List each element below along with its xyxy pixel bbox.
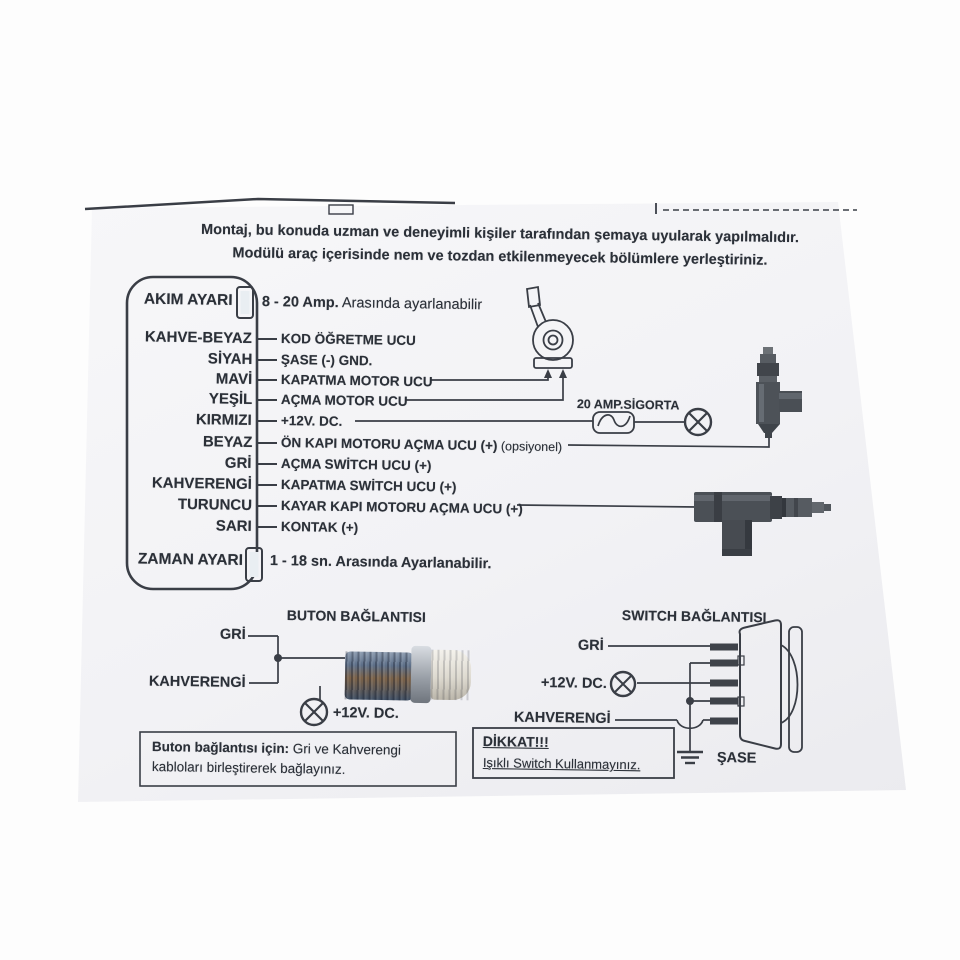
buton-note-rest: Gri ve Kahverengi xyxy=(289,741,402,758)
intro-line-2: Modülü araç içerisinde nem ve tozdan etkilenmeyecek bölümlere yerleştiriniz. xyxy=(232,245,768,269)
buton-note-bold: Buton bağlantısı için: xyxy=(151,739,290,757)
current-trimmer-icon xyxy=(237,287,253,318)
wire-fn-sase-gnd: ŞASE (-) GND. xyxy=(280,352,373,369)
sliding-door-wire xyxy=(517,505,697,507)
wire-fn-kayar-kapi: KAYAR KAPI MOTORU AÇMA UCU (+) xyxy=(280,498,523,517)
ground-icon xyxy=(677,752,703,763)
junction-dot xyxy=(686,697,694,705)
ground-label: ŞASE xyxy=(716,750,757,767)
wire-fn-kod-ogretme: KOD ÖĞRETME UCU xyxy=(280,331,416,349)
rocker-switch-drawing xyxy=(710,620,802,752)
wire-color-beyaz: BEYAZ xyxy=(202,433,252,451)
wire-color-siyah: SİYAH xyxy=(207,350,252,368)
wire-color-kirmizi: KIRMIZI xyxy=(195,411,252,429)
switch-section-title: SWITCH BAĞLANTISI xyxy=(621,607,767,626)
intro-line-1: Montaj, bu konuda uzman ve deneyimli kişiler tarafından şemaya uyularak yapılmalıdır. xyxy=(200,221,800,247)
wire-stubs xyxy=(257,339,277,527)
wire-color-yesil: YEŞİL xyxy=(208,390,252,408)
horizontal-actuator-drawing xyxy=(694,492,831,556)
time-trimmer-icon xyxy=(246,548,262,581)
switch-wire-kahverengi-label: KAHVERENGİ xyxy=(514,709,611,727)
wire-fn-kontak: KONTAK (+) xyxy=(280,519,359,536)
wire-fn-kapatma-switch: KAPATMA SWİTCH UCU (+) xyxy=(280,477,457,495)
power-terminal-icon xyxy=(685,409,711,435)
button-nut xyxy=(411,646,432,703)
wire-color-kahverengi: KAHVERENGİ xyxy=(151,474,252,493)
fuse-label: 20 AMP.SİGORTA xyxy=(576,397,680,413)
current-setting-label: AKIM AYARI xyxy=(144,290,233,309)
button-barrel xyxy=(345,651,414,700)
junction-dot xyxy=(274,654,282,662)
switch-wire-gri-label: GRİ xyxy=(577,637,604,654)
buton-wire-kahverengi-label: KAHVERENGİ xyxy=(149,673,246,691)
wire-fn-acma-motor: AÇMA MOTOR UCU xyxy=(280,392,408,409)
wire-color-gri: GRİ xyxy=(225,454,252,472)
wire-color-kahve-beyaz: KAHVE-BEYAZ xyxy=(144,328,252,347)
warning-title: DİKKAT!!! xyxy=(482,733,549,750)
button-cap xyxy=(431,650,472,701)
current-range-value: 8 - 20 Amp. xyxy=(261,294,339,312)
switch-power-label: +12V. DC. xyxy=(540,675,607,692)
power-terminal-icon xyxy=(301,699,327,725)
switch-wiring xyxy=(608,646,712,763)
buton-note-line-2: kabloları birleştirerek bağlayınız. xyxy=(151,759,346,777)
paper-edge-marks xyxy=(85,199,857,214)
buton-wiring xyxy=(248,636,345,725)
buton-power-label: +12V. DC. xyxy=(332,705,399,722)
fuse-symbol xyxy=(593,412,634,433)
wire-color-turuncu: TURUNCU xyxy=(177,495,252,514)
wire-fn-on-kapi-text: ÖN KAPI MOTORU AÇMA UCU (+) xyxy=(280,435,498,454)
door-lock-motor-drawing xyxy=(527,287,573,368)
wire-fn-kapatma-motor: KAPATMA MOTOR UCU xyxy=(280,372,433,390)
time-setting-label: ZAMAN AYARI xyxy=(137,550,243,569)
warning-text: Işıklı Switch Kullanmayınız. xyxy=(482,755,641,773)
vertical-actuator-drawing xyxy=(756,347,802,438)
buton-wire-gri-label: GRİ xyxy=(219,626,246,643)
wire-color-sari: SARI xyxy=(215,517,252,535)
buton-section-title: BUTON BAĞLANTISI xyxy=(286,607,426,626)
power-terminal-icon xyxy=(611,672,635,696)
wire-fn-12v: +12V. DC. xyxy=(280,413,343,429)
wire-fn-optional-note: (opsiyonel) xyxy=(497,439,563,455)
time-setting-range: 1 - 18 sn. Arasında Ayarlanabilir. xyxy=(269,553,492,573)
wire-color-mavi: MAVİ xyxy=(215,370,252,388)
wire-fn-acma-switch: AÇMA SWİTCH UCU (+) xyxy=(280,456,432,474)
fuse-and-power-wire xyxy=(355,409,711,435)
current-range-text: Arasında ayarlanabilir xyxy=(338,295,483,314)
current-setting-range xyxy=(262,294,483,313)
